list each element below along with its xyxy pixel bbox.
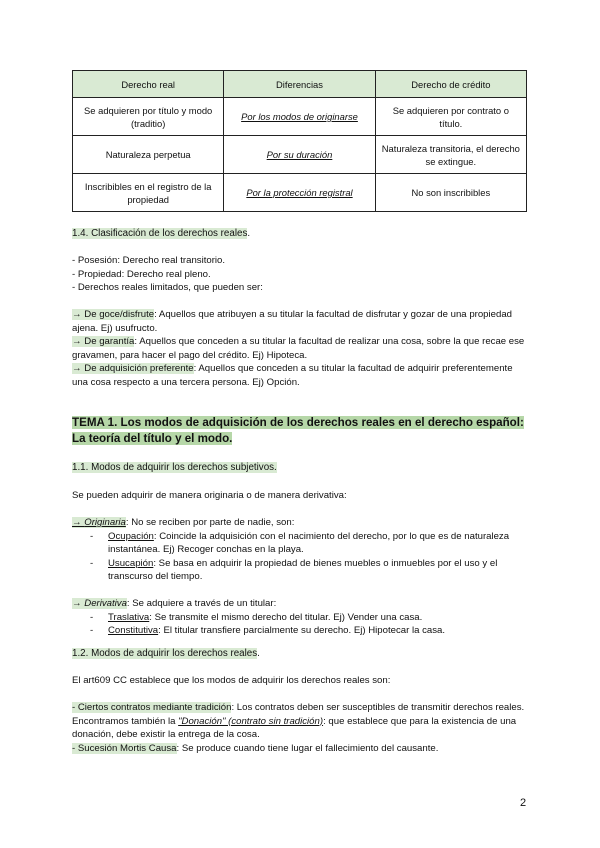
list-item: - Sucesión Mortis Causa: Se produce cuando tiene lugar el fallecimiento del causante.	[72, 742, 439, 754]
possession-list	[72, 254, 528, 295]
list-item: → De garantía: Aquellos que conceden a su titular la facultad de realizar una cosa, sobre la que recae ese gravamen, para hacer el pago del crédito. Ej) Hipoteca.	[72, 336, 525, 361]
section-1-2-intro	[72, 674, 528, 688]
table-cell: Se adquieren por título y modo (traditio)	[73, 98, 224, 136]
table-cell: Se adquieren por contrato o título.	[375, 98, 526, 136]
table-row	[73, 136, 527, 174]
paragraph: El art609 CC establece que los modos de adquirir los derechos reales son:	[72, 675, 391, 686]
table-row	[73, 98, 527, 136]
list-item: → De adquisición preferente: Aquellos que conceden a su titular la facultad de adquirir preferentemente una cosa respecto a una tercera persona. Ej) Opción.	[72, 363, 513, 388]
page-number: 2	[520, 797, 527, 809]
derivativa-block	[72, 597, 528, 638]
section-heading: 1.2. Modos de adquirir los derechos reales.	[72, 648, 260, 659]
table-header: Derecho real	[73, 71, 224, 98]
section-1-4	[72, 227, 528, 241]
table-cell: Inscribibles en el registro de la propiedad	[73, 174, 224, 212]
difference-label: Por los modos de originarse	[241, 111, 358, 122]
table-cell: No son inscribibles	[375, 174, 526, 212]
section-1-1-intro	[72, 489, 528, 503]
list-item: - Derechos reales limitados, que pueden ser:	[72, 282, 263, 293]
list-item: - Propiedad: Derecho real pleno.	[72, 268, 211, 280]
acquisition-modes-list	[72, 701, 528, 755]
list-item: - Ciertos contratos mediante tradición: Los contratos deben ser susceptibles de transmitir derechos reales. Encontramos también la "Donación" (contrato sin tradición): que establece que para la existencia de una donación, debe existir la entrega de la cosa.	[72, 702, 525, 740]
limited-rights-list	[72, 308, 528, 389]
list-item: - Posesión: Derecho real transitorio.	[72, 255, 226, 266]
originaria-block	[72, 516, 528, 584]
section-1-2	[72, 647, 528, 661]
difference-label: Por su duración	[266, 149, 333, 160]
difference-label: Por la protección registral	[246, 187, 353, 198]
list-item: → De goce/disfrute: Aquellos que atribuyen a su titular la facultad de disfrutar y gozar de una propiedad ajena. Ej) usufructo.	[72, 309, 512, 334]
table-cell: Naturaleza transitoria, el derecho se extingue.	[375, 136, 526, 174]
table-cell: Naturaleza perpetua	[73, 136, 224, 174]
table-cell	[224, 136, 375, 174]
tema-title	[72, 415, 528, 447]
list-item: - Constitutiva: El titular transfiere parcialmente su derecho. Ej) Hipotecar la casa.	[90, 625, 446, 636]
section-1-1	[72, 461, 528, 475]
list-item: - Ocupación: Coincide la adquisición con el nacimiento del derecho, por lo que es de naturaleza instantánea. Ej) Recoger conchas en la playa.	[90, 530, 510, 555]
list-item: - Usucapión: Se basa en adquirir la propiedad de bienes muebles o inmuebles por el uso y el transcurso del tiempo.	[90, 557, 498, 582]
table-header: Derecho de crédito	[375, 71, 526, 98]
comparison-table	[72, 70, 527, 212]
page-title: TEMA 1. Los modos de adquisición de los derechos reales en el derecho español: La teoría del título y el modo.	[72, 416, 524, 445]
list-item: → Derivativa: Se adquiere a través de un titular:	[72, 598, 277, 609]
section-heading: 1.1. Modos de adquirir los derechos subjetivos.	[72, 462, 277, 473]
table-header-row	[73, 71, 527, 98]
list-item: → Originaria: No se reciben por parte de nadie, son:	[72, 517, 295, 528]
section-heading: 1.4. Clasificación de los derechos reales.	[72, 228, 251, 239]
table-cell	[224, 98, 375, 136]
list-item: - Traslativa: Se transmite el mismo derecho del titular. Ej) Vender una casa.	[90, 611, 423, 623]
table-row	[73, 174, 527, 212]
table-cell	[224, 174, 375, 212]
paragraph: Se pueden adquirir de manera originaria o de manera derivativa:	[72, 490, 347, 501]
table-header: Diferencias	[224, 71, 375, 98]
